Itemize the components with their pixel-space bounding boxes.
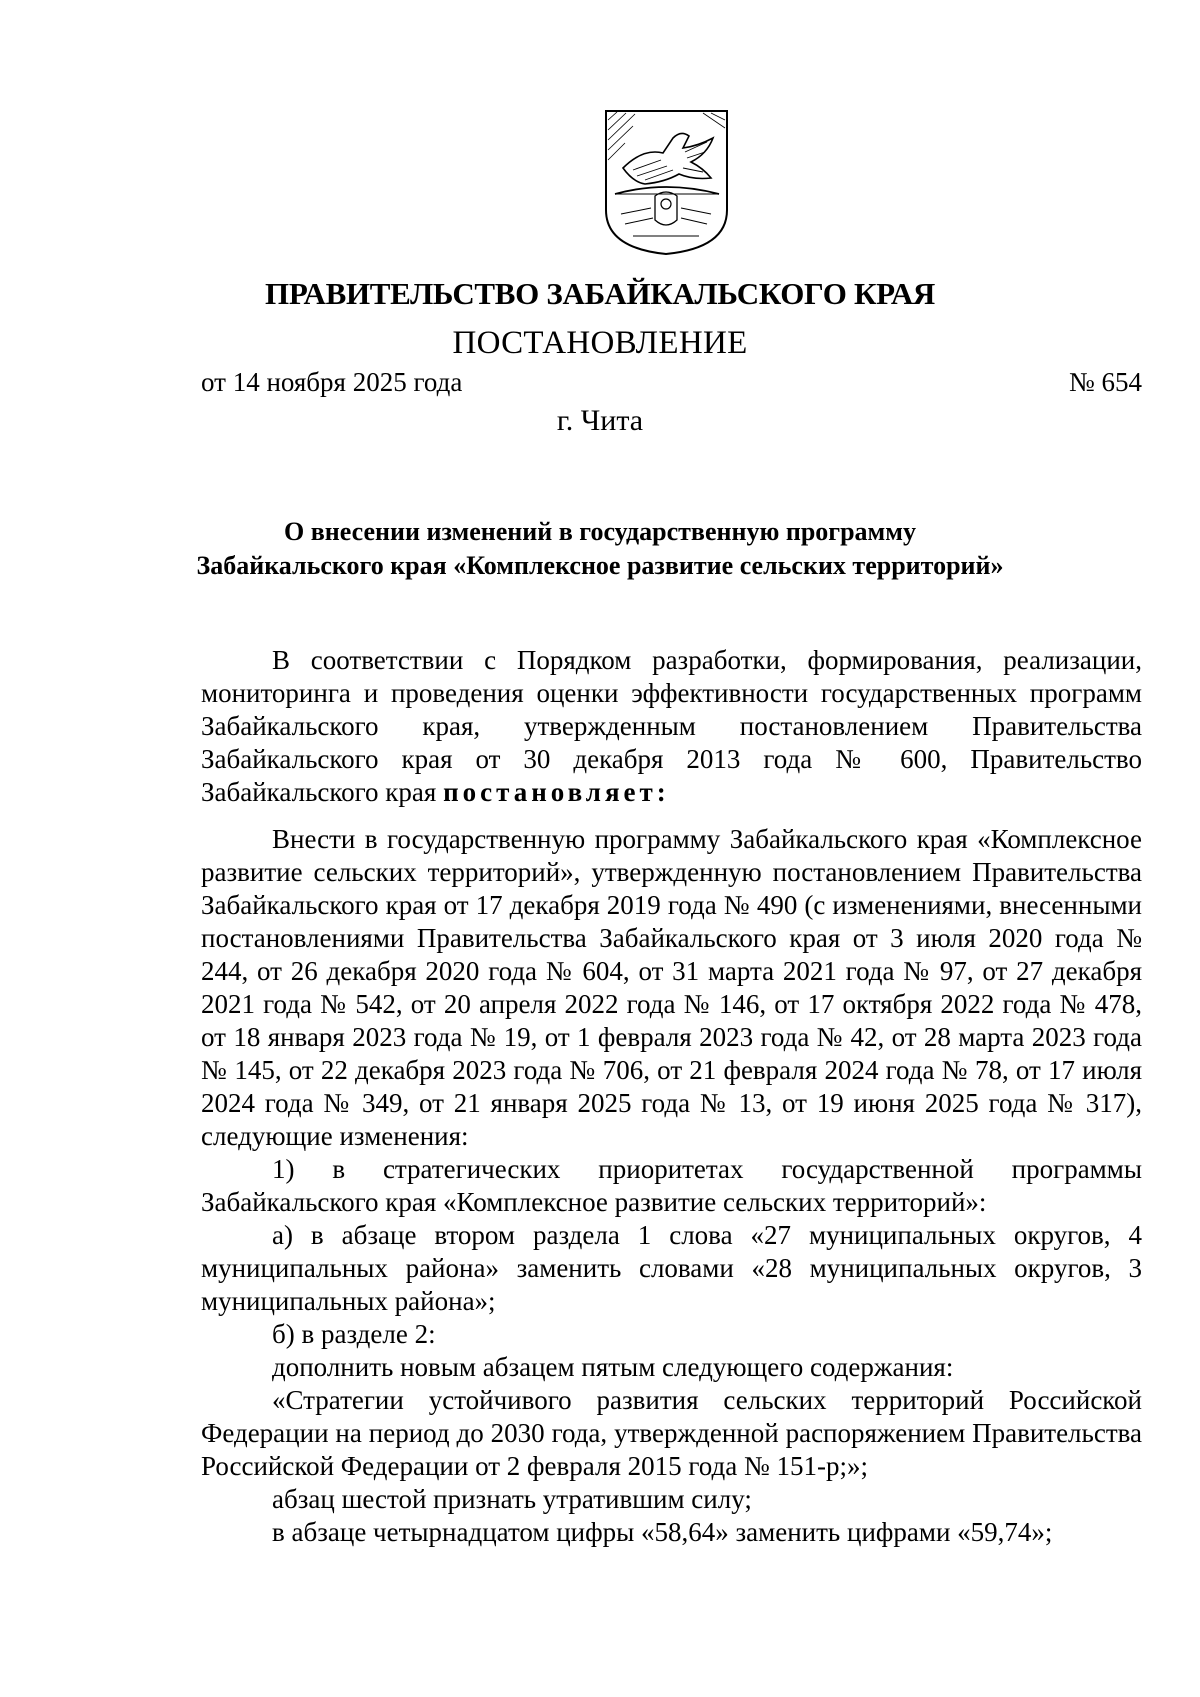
preamble-paragraph (201, 644, 1142, 809)
title-line-2: Забайкальского края «Комплексное развитие сельских территорий» (196, 551, 1004, 580)
document-title (160, 515, 1040, 583)
coat-of-arms-icon (603, 108, 730, 258)
document-city: г. Чита (556, 404, 644, 437)
title-line-1: О внесении изменений в государственную программу (284, 517, 916, 546)
organization-name: ПРАВИТЕЛЬСТВО ЗАБАЙКАЛЬСКОГО КРАЯ (265, 276, 935, 311)
item-b1-paragraph: дополнить новым абзацем пятым следующего содержания: (272, 1352, 954, 1382)
item-a-paragraph: а) в абзаце втором раздела 1 слова «27 муниципальных округов, 4 муниципальных района» заменить словами «28 муниципальных округов, 3 муниципальных района»; (201, 1220, 1142, 1316)
resolves-word: постановляет: (443, 777, 670, 807)
document-number: № 654 (1068, 367, 1142, 397)
item-b4-paragraph: в абзаце четырнадцатом цифры «58,64» заменить цифрами «59,74»; (272, 1517, 1053, 1547)
item-b3-paragraph: абзац шестой признать утратившим силу; (272, 1484, 752, 1514)
item-1-paragraph: 1) в стратегических приоритетах государственной программы Забайкальского края «Комплексное развитие сельских территорий»: (201, 1154, 1142, 1217)
item-b-paragraph: б) в разделе 2: (272, 1319, 436, 1349)
main-paragraph: Внести в государственную программу Забайкальского края «Комплексное развитие сельских территорий», утвержденную постановлением Правительства Забайкальского края от 17 декабря 2019 года № 490 (с изменениями, внесенными постановлениями Правительства Забайкальского края от 3 июля 2020 года № 244, от 26 декабря 2020 года № 604, от 31 марта 2021 года № 97, от 27 декабря 2021 года № 542, от 20 апреля 2022 года № 146, от 17 октября 2022 года № 478, от 18 января 2023 года № 19, от 1 февраля 2023 года № 42, от 28 марта 2023 года № 145, от 22 декабря 2023 года № 706, от 21 февраля 2024 года № 78, от 17 июля 2024 года № 349, от 21 января 2025 года № 13, от 19 июня 2025 года № 317), следующие изменения: (201, 824, 1142, 1151)
preamble-text: В соответствии с Порядком разработки, формирования, реализации, мониторинга и проведения оценки эффективности государственных программ Забайкальского края, утвержденным постановлением Правительства Забайкальского края от 30 декабря 2013 года № 600, Правительство Забайкальского края (201, 645, 1142, 807)
document-date: от 14 ноября 2025 года (201, 367, 463, 397)
item-b2-paragraph: «Стратегии устойчивого развития сельских территорий Российской Федерации на период до 2030 года, утвержденной распоряжением Правительства Российской Федерации от 2 февраля 2015 года № 151-р;»; (201, 1385, 1142, 1481)
document-body (201, 644, 1142, 1549)
document-type: ПОСТАНОВЛЕНИЕ (452, 325, 748, 361)
